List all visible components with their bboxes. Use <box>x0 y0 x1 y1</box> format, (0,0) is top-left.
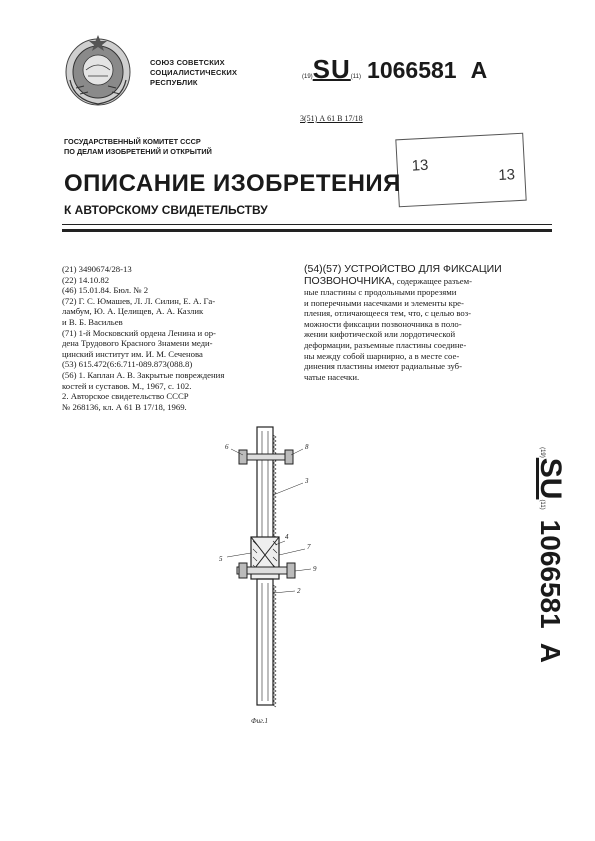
biblio-line: ламбум, Ю. А. Целищев, А. А. Казлик <box>62 306 204 317</box>
device-drawing <box>205 425 325 730</box>
biblio-line: (22) 14.10.82 <box>62 274 110 285</box>
committee-line-1: ГОСУДАРСТВЕННЫЙ КОМИТЕТ СССР <box>64 137 201 146</box>
lower-plate <box>257 579 273 705</box>
bibliographic-data <box>62 264 294 412</box>
abstract-line: ны между собой шарнирно, а в месте сое- <box>304 350 460 361</box>
abstract <box>304 264 552 382</box>
stamp-mark-right: 13 <box>497 166 516 185</box>
biblio-line: дена Трудового Красного Знамени меди- <box>62 338 213 349</box>
stamp-mark-left: 13 <box>411 156 429 175</box>
part-label: 2 <box>297 587 301 595</box>
part-label: 7 <box>307 543 311 551</box>
vertical-country-code: SU <box>534 457 567 500</box>
document-kind: A <box>470 57 488 83</box>
divider-thick <box>62 229 552 232</box>
vertical-number-marker: (11) <box>539 499 545 510</box>
abstract-line: можности фиксации позвоночника в поло- <box>304 318 462 329</box>
country-code: SU <box>312 54 351 84</box>
part-label: 3 <box>305 477 309 485</box>
state-name <box>150 58 237 88</box>
biblio-line: (53) 615.472(6:6.711-089.873(088.8) <box>62 359 193 370</box>
document-subtitle: К АВТОРСКОМУ СВИДЕТЕЛЬСТВУ <box>64 203 268 217</box>
biblio-line: (71) 1-й Московский ордена Ленина и ор- <box>62 327 216 338</box>
country-code-marker: (19) <box>302 74 313 80</box>
biblio-line: и В. Б. Васильев <box>62 316 123 327</box>
state-line-2: СОЦИАЛИСТИЧЕСКИХ <box>150 68 238 77</box>
abstract-line: пления, отличающееся тем, что, с целью воз- <box>304 308 472 319</box>
state-line-1: СОЮЗ СОВЕТСКИХ <box>150 58 225 67</box>
number-marker: (11) <box>350 74 362 80</box>
biblio-line: костей и суставов. М., 1967, с. 102. <box>62 380 192 391</box>
document-title: ОПИСАНИЕ ИЗОБРЕТЕНИЯ <box>64 170 401 197</box>
abstract-line: ные пластины с продольными прорезями <box>304 287 457 297</box>
part-label: 9 <box>313 565 317 573</box>
biblio-line: (21) 3490674/28-13 <box>62 264 132 274</box>
ipc-classification: 3(51) А 61 В 17/18 <box>300 114 363 123</box>
abstract-line: деформации, разъемные пластины соедине- <box>304 339 467 350</box>
abstract-line: и поперечными насечками и элементы кре- <box>304 297 464 308</box>
state-line-3: РЕСПУБЛИК <box>150 78 198 87</box>
biblio-line: № 268136, кл. А 61 В 17/18, 1969. <box>62 401 187 412</box>
divider-thin <box>62 224 552 225</box>
abstract-title-line-2-row <box>304 276 552 288</box>
committee-name <box>64 137 212 157</box>
vertical-patent-number-text: 1066581 <box>535 519 566 629</box>
committee-line-2: ПО ДЕЛАМ ИЗОБРЕТЕНИЙ И ОТКРЫТИЙ <box>64 147 212 156</box>
abstract-title-line-2: ПОЗВОНОЧНИКА, <box>304 275 395 287</box>
abstract-line: чатые насечки. <box>304 371 360 382</box>
part-label: 8 <box>305 443 309 451</box>
figure-caption: Фиг.1 <box>251 717 269 725</box>
biblio-line: цинский институт им. И. М. Сеченова <box>62 348 203 359</box>
vertical-document-kind: A <box>535 642 566 663</box>
vertical-patent-number <box>525 440 575 670</box>
abstract-first-line-rest: содержащее разъем- <box>394 275 472 286</box>
abstract-line: жении кифотической или лордотической <box>304 329 456 340</box>
library-stamp <box>395 133 526 208</box>
patent-number: 1066581 <box>367 57 457 83</box>
abstract-line: динения пластины имеют радиальные зуб- <box>304 361 462 372</box>
part-label: 4 <box>285 533 289 541</box>
abstract-title-line-1: (54)(57) УСТРОЙСТВО ДЛЯ ФИКСАЦИИ <box>304 264 502 275</box>
biblio-line: (72) Г. С. Юмашев, Л. Л. Силин, Е. А. Га- <box>62 295 216 306</box>
part-label: 6 <box>225 443 229 451</box>
biblio-line: (46) 15.01.84. Бюл. № 2 <box>62 285 149 296</box>
part-label: 5 <box>219 555 223 563</box>
biblio-line: 2. Авторское свидетельство СССР <box>62 391 189 402</box>
patent-number-block <box>302 54 487 85</box>
state-emblem-icon <box>62 32 134 108</box>
biblio-line: (56) 1. Каплан А. В. Закрытые повреждения <box>62 369 225 380</box>
vertical-country-code-marker: (19) <box>539 447 545 458</box>
